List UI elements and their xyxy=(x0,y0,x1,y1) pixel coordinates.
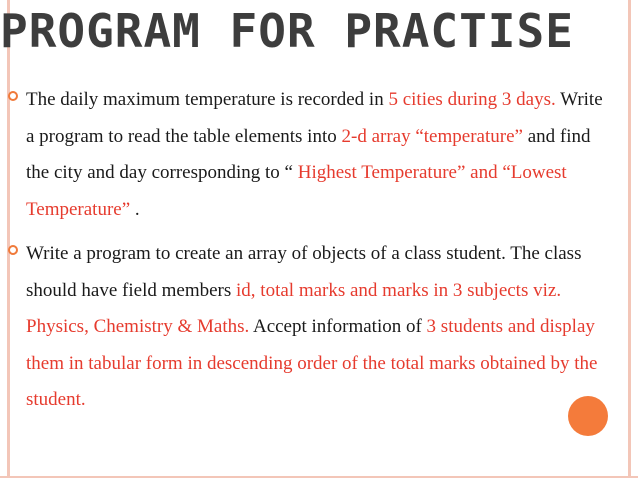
highlighted-text-run: Highest Temperature” and “Lowest Temperature” xyxy=(26,162,567,220)
text-run: Write a program to create an array of objects of a class student. The class should have field members xyxy=(26,243,582,301)
decorative-orange-circle xyxy=(568,396,608,436)
bullet-text xyxy=(26,82,608,228)
bullet-item xyxy=(8,82,608,228)
text-run: The daily maximum temperature is recorded in xyxy=(26,89,389,110)
text-run: . xyxy=(130,198,140,220)
bullet-text xyxy=(26,236,608,419)
highlighted-text-run: id, total marks and marks in 3 subjects viz. Physics, Chemistry & Maths. xyxy=(26,279,562,337)
slide-title: PROGRAM FOR PRACTISE xyxy=(0,4,574,58)
bullet-list xyxy=(8,82,608,427)
bullet-ring-icon xyxy=(8,245,18,255)
text-run: and find the city and day corresponding to “ xyxy=(26,125,591,183)
right-border-line xyxy=(628,0,631,478)
text-run: Write a program to read the table elements into xyxy=(26,89,603,147)
bullet-item xyxy=(8,236,608,419)
highlighted-text-run: 5 cities during 3 days. xyxy=(388,89,556,110)
highlighted-text-run: 3 students and display them in tabular form in descending order of the total marks obtained by the student. xyxy=(26,316,598,410)
text-run: Accept information of xyxy=(249,316,427,337)
bullet-ring-icon xyxy=(8,91,18,101)
highlighted-text-run: 2-d array “temperature” xyxy=(341,125,523,147)
